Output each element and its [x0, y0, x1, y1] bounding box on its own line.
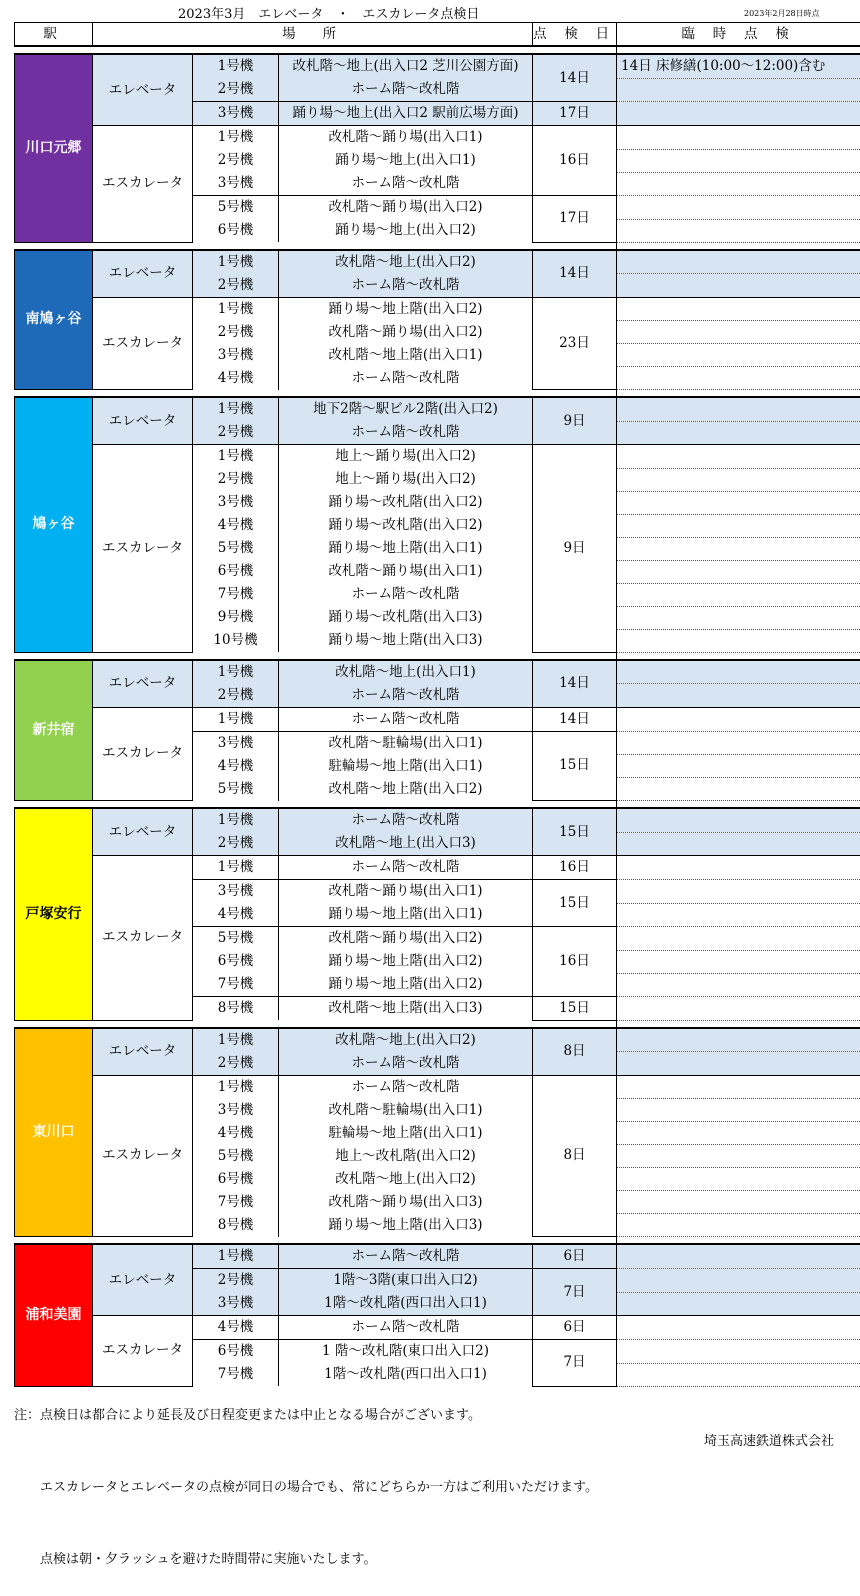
- unit-number: 4号機: [193, 367, 279, 390]
- location: ホーム階～改札階: [279, 1316, 533, 1340]
- station-name: 鳩ヶ谷: [15, 397, 93, 652]
- schedule-row: [15, 54, 860, 78]
- location: 改札階～地上(出入口2 芝川公園方面): [279, 54, 533, 78]
- location: ホーム階～改札階: [279, 367, 533, 390]
- extra-inspection: [617, 684, 860, 708]
- extra-inspection: [617, 1145, 860, 1168]
- header-row: [15, 23, 860, 47]
- location: 1階～改札階(西口出入口1): [279, 1292, 533, 1316]
- unit-number: 1号機: [193, 808, 279, 832]
- inspection-day: 9日: [533, 445, 617, 653]
- unit-number: 2号機: [193, 321, 279, 344]
- unit-number: 3号機: [193, 1292, 279, 1316]
- schedule-row: [15, 250, 860, 274]
- unit-number: 1号機: [193, 297, 279, 321]
- location: 改札階～駐輪場(出入口1): [279, 731, 533, 755]
- extra-inspection: [617, 1099, 860, 1122]
- extra-inspection: [617, 927, 860, 951]
- location: ホーム階～改札階: [279, 1244, 533, 1269]
- unit-number: 3号機: [193, 344, 279, 367]
- extra-inspection: 14日 床修繕(10:00～12:00)含む: [617, 54, 860, 78]
- extra-inspection: [617, 950, 860, 973]
- unit-number: 7号機: [193, 973, 279, 997]
- spacer-cell: [617, 652, 860, 660]
- extra-inspection: [617, 1340, 860, 1364]
- location: ホーム階～改札階: [279, 78, 533, 102]
- location: 踊り場～地上階(出入口3): [279, 1214, 533, 1237]
- header-extra: 臨 時 点 検: [617, 23, 860, 47]
- extra-inspection: [617, 560, 860, 583]
- extra-inspection: [617, 1191, 860, 1214]
- unit-number: 3号機: [193, 491, 279, 514]
- unit-number: 7号機: [193, 1363, 279, 1386]
- extra-inspection: [617, 1075, 860, 1099]
- inspection-day: 16日: [533, 856, 617, 880]
- inspection-day: 8日: [533, 1028, 617, 1076]
- schedule-row: [15, 856, 860, 880]
- extra-inspection: [617, 537, 860, 560]
- unit-number: 2号機: [193, 78, 279, 102]
- inspection-day: 7日: [533, 1269, 617, 1316]
- location: 改札階～踊り場(出入口2): [279, 196, 533, 220]
- extra-inspection: [617, 973, 860, 997]
- spacer-cell: [617, 390, 860, 398]
- schedule-row: [15, 808, 860, 832]
- inspection-day: 8日: [533, 1075, 617, 1237]
- extra-inspection: [617, 1214, 860, 1237]
- location: 踊り場～地上階(出入口1): [279, 537, 533, 560]
- station-name: 戸塚安行: [15, 808, 93, 1020]
- note-line: エスカレータとエレベータの点検が同日の場合でも、常にどちらか一方はご利用いただけます。: [14, 1476, 598, 1500]
- location: 改札階～地上階(出入口2): [279, 778, 533, 801]
- schedule-row: [15, 126, 860, 150]
- spacer-cell: [617, 1020, 860, 1028]
- location: 1 階～改札階(東口出入口2): [279, 1340, 533, 1364]
- extra-inspection: [617, 421, 860, 445]
- extra-inspection: [617, 606, 860, 629]
- page-title: 2023年3月 エレベータ ・ エスカレータ点検日: [178, 3, 479, 22]
- extra-inspection: [617, 172, 860, 196]
- location: 改札階～駐輪場(出入口1): [279, 1099, 533, 1122]
- spacer-cell: [15, 390, 617, 398]
- extra-inspection: [617, 1244, 860, 1269]
- unit-number: 1号機: [193, 660, 279, 684]
- extra-inspection: [617, 903, 860, 927]
- extra-inspection: [617, 126, 860, 150]
- location: 踊り場～改札階(出入口2): [279, 491, 533, 514]
- unit-number: 1号機: [193, 250, 279, 274]
- spacer-cell: [15, 652, 617, 660]
- inspection-day: 15日: [533, 731, 617, 801]
- inspection-day: 17日: [533, 196, 617, 243]
- location: 地下2階～駅ビル2階(出入口2): [279, 397, 533, 421]
- extra-inspection: [617, 78, 860, 102]
- equipment-type: エレベータ: [93, 250, 193, 298]
- location: ホーム階～改札階: [279, 856, 533, 880]
- spacer-row: [15, 46, 860, 54]
- unit-number: 4号機: [193, 903, 279, 927]
- schedule-row: [15, 297, 860, 321]
- extra-inspection: [617, 219, 860, 242]
- company-name: 埼玉高速鉄道株式会社: [704, 1430, 834, 1449]
- location: ホーム階～改札階: [279, 1075, 533, 1099]
- inspection-day: 14日: [533, 250, 617, 298]
- note-line: 点検は朝・夕ラッシュを避けた時間帯に実施いたします。: [14, 1548, 598, 1572]
- location: 改札階～地上(出入口2): [279, 1028, 533, 1052]
- extra-inspection: [617, 880, 860, 904]
- station-name: 川口元郷: [15, 54, 93, 242]
- unit-number: 1号機: [193, 445, 279, 469]
- inspection-day: 15日: [533, 808, 617, 856]
- spacer-cell: [15, 1237, 617, 1245]
- location: 改札階～踊り場(出入口3): [279, 1191, 533, 1214]
- unit-number: 2号機: [193, 421, 279, 445]
- header-station: 駅: [15, 23, 93, 47]
- equipment-type: エレベータ: [93, 808, 193, 856]
- unit-number: 1号機: [193, 54, 279, 78]
- unit-number: 2号機: [193, 1269, 279, 1293]
- schedule-row: [15, 1244, 860, 1269]
- location: 改札階～地上(出入口3): [279, 832, 533, 856]
- unit-number: 3号機: [193, 1099, 279, 1122]
- extra-inspection: [617, 1269, 860, 1293]
- inspection-day: 7日: [533, 1340, 617, 1387]
- unit-number: 6号機: [193, 950, 279, 973]
- location: 改札階～踊り場(出入口1): [279, 560, 533, 583]
- unit-number: 2号機: [193, 684, 279, 708]
- unit-number: 8号機: [193, 1214, 279, 1237]
- schedule-row: [15, 1028, 860, 1052]
- schedule-row: [15, 1316, 860, 1340]
- extra-inspection: [617, 778, 860, 801]
- location: ホーム階～改札階: [279, 583, 533, 606]
- location: 改札階～踊り場(出入口1): [279, 126, 533, 150]
- unit-number: 5号機: [193, 778, 279, 801]
- schedule-body: [15, 23, 860, 1387]
- unit-number: 4号機: [193, 514, 279, 537]
- unit-number: 5号機: [193, 537, 279, 560]
- extra-inspection: [617, 445, 860, 469]
- extra-inspection: [617, 149, 860, 172]
- unit-number: 1号機: [193, 1075, 279, 1099]
- header-day: 点 検 日: [533, 23, 617, 47]
- extra-inspection: [617, 321, 860, 344]
- spacer-cell: [15, 46, 617, 54]
- spacer-row: [15, 242, 860, 250]
- unit-number: 4号機: [193, 755, 279, 778]
- schedule-row: [15, 1075, 860, 1099]
- extra-inspection: [617, 514, 860, 537]
- location: 改札階～地上(出入口2): [279, 250, 533, 274]
- extra-inspection: [617, 250, 860, 274]
- location: 1階～3階(東口出入口2): [279, 1269, 533, 1293]
- location: 踊り場～地上(出入口2 駅前広場方面): [279, 102, 533, 126]
- unit-number: 6号機: [193, 219, 279, 242]
- extra-inspection: [617, 397, 860, 421]
- extra-inspection: [617, 997, 860, 1021]
- unit-number: 7号機: [193, 1191, 279, 1214]
- schedule-row: [15, 445, 860, 469]
- extra-inspection: [617, 660, 860, 684]
- extra-inspection: [617, 731, 860, 755]
- station-name: 新井宿: [15, 660, 93, 801]
- extra-inspection: [617, 1122, 860, 1145]
- location: 改札階～地上階(出入口3): [279, 997, 533, 1021]
- equipment-type: エレベータ: [93, 1028, 193, 1076]
- spacer-cell: [15, 242, 617, 250]
- inspection-day: 16日: [533, 927, 617, 997]
- equipment-type: エスカレータ: [93, 1075, 193, 1237]
- inspection-day: 14日: [533, 660, 617, 708]
- unit-number: 1号機: [193, 1244, 279, 1269]
- location: 駐輪場～地上階(出入口1): [279, 1122, 533, 1145]
- extra-inspection: [617, 1292, 860, 1316]
- location: 踊り場～地上(出入口1): [279, 149, 533, 172]
- extra-inspection: [617, 367, 860, 390]
- location: 地上～踊り場(出入口2): [279, 468, 533, 491]
- unit-number: 3号機: [193, 172, 279, 196]
- unit-number: 6号機: [193, 1168, 279, 1191]
- spacer-cell: [617, 46, 860, 54]
- unit-number: 6号機: [193, 560, 279, 583]
- inspection-day: 14日: [533, 707, 617, 731]
- spacer-row: [15, 1020, 860, 1028]
- location: 地上～改札階(出入口2): [279, 1145, 533, 1168]
- location: 踊り場～地上階(出入口1): [279, 903, 533, 927]
- inspection-day: 6日: [533, 1316, 617, 1340]
- spacer-cell: [617, 242, 860, 250]
- location: 踊り場～地上(出入口2): [279, 219, 533, 242]
- extra-inspection: [617, 832, 860, 856]
- unit-number: 4号機: [193, 1316, 279, 1340]
- inspection-day: 14日: [533, 54, 617, 102]
- unit-number: 3号機: [193, 102, 279, 126]
- station-name: 南鳩ヶ谷: [15, 250, 93, 390]
- extra-inspection: [617, 196, 860, 220]
- extra-inspection: [617, 1052, 860, 1076]
- extra-inspection: [617, 583, 860, 606]
- location: ホーム階～改札階: [279, 1052, 533, 1076]
- spacer-cell: [617, 801, 860, 809]
- equipment-type: エスカレータ: [93, 1316, 193, 1387]
- unit-number: 10号機: [193, 629, 279, 652]
- inspection-day: 9日: [533, 397, 617, 445]
- equipment-type: エレベータ: [93, 1244, 193, 1316]
- location: 改札階～地上(出入口2): [279, 1168, 533, 1191]
- unit-number: 2号機: [193, 1052, 279, 1076]
- extra-inspection: [617, 755, 860, 778]
- unit-number: 5号機: [193, 1145, 279, 1168]
- location: 改札階～踊り場(出入口2): [279, 927, 533, 951]
- header-place: 場 所: [93, 23, 533, 47]
- equipment-type: エレベータ: [93, 397, 193, 445]
- extra-inspection: [617, 344, 860, 367]
- location: 踊り場～地上階(出入口2): [279, 973, 533, 997]
- unit-number: 3号機: [193, 731, 279, 755]
- date-note: 2023年2月28日時点: [744, 8, 820, 19]
- location: 1階～改札階(西口出入口1): [279, 1363, 533, 1386]
- unit-number: 1号機: [193, 856, 279, 880]
- extra-inspection: [617, 707, 860, 731]
- equipment-type: エレベータ: [93, 54, 193, 126]
- unit-number: 2号機: [193, 832, 279, 856]
- extra-inspection: [617, 102, 860, 126]
- inspection-day: 15日: [533, 880, 617, 927]
- extra-inspection: [617, 274, 860, 298]
- unit-number: 7号機: [193, 583, 279, 606]
- inspection-day: 23日: [533, 297, 617, 390]
- location: ホーム階～改札階: [279, 684, 533, 708]
- unit-number: 2号機: [193, 468, 279, 491]
- extra-inspection: [617, 1028, 860, 1052]
- spacer-cell: [617, 1237, 860, 1245]
- inspection-day: 15日: [533, 997, 617, 1021]
- extra-inspection: [617, 297, 860, 321]
- location: ホーム階～改札階: [279, 421, 533, 445]
- location: ホーム階～改札階: [279, 172, 533, 196]
- location: 改札階～踊り場(出入口2): [279, 321, 533, 344]
- unit-number: 3号機: [193, 880, 279, 904]
- unit-number: 2号機: [193, 274, 279, 298]
- unit-number: 5号機: [193, 196, 279, 220]
- equipment-type: エスカレータ: [93, 445, 193, 653]
- equipment-type: エスカレータ: [93, 707, 193, 801]
- location: 改札階～踊り場(出入口1): [279, 880, 533, 904]
- location: ホーム階～改札階: [279, 707, 533, 731]
- schedule-table: [14, 22, 860, 1387]
- extra-inspection: [617, 856, 860, 880]
- equipment-type: エレベータ: [93, 660, 193, 708]
- location: 駐輪場～地上階(出入口1): [279, 755, 533, 778]
- inspection-day: 17日: [533, 102, 617, 126]
- unit-number: 4号機: [193, 1122, 279, 1145]
- unit-number: 5号機: [193, 927, 279, 951]
- unit-number: 1号機: [193, 1028, 279, 1052]
- location: 改札階～地上(出入口1): [279, 660, 533, 684]
- unit-number: 8号機: [193, 997, 279, 1021]
- extra-inspection: [617, 1168, 860, 1191]
- unit-number: 2号機: [193, 149, 279, 172]
- inspection-day: 16日: [533, 126, 617, 196]
- extra-inspection: [617, 808, 860, 832]
- spacer-cell: [15, 1020, 617, 1028]
- unit-number: 6号機: [193, 1340, 279, 1364]
- location: 踊り場～地上階(出入口3): [279, 629, 533, 652]
- schedule-row: [15, 707, 860, 731]
- equipment-type: エスカレータ: [93, 126, 193, 243]
- location: 改札階～地上階(出入口1): [279, 344, 533, 367]
- location: ホーム階～改札階: [279, 274, 533, 298]
- location: 踊り場～改札階(出入口2): [279, 514, 533, 537]
- extra-inspection: [617, 1363, 860, 1386]
- schedule-row: [15, 397, 860, 421]
- inspection-day: 6日: [533, 1244, 617, 1269]
- spacer-row: [15, 801, 860, 809]
- unit-number: 1号機: [193, 397, 279, 421]
- equipment-type: エスカレータ: [93, 297, 193, 390]
- spacer-cell: [15, 801, 617, 809]
- location: 地上～踊り場(出入口2): [279, 445, 533, 469]
- extra-inspection: [617, 629, 860, 652]
- location: 踊り場～地上階(出入口2): [279, 297, 533, 321]
- location: ホーム階～改札階: [279, 808, 533, 832]
- equipment-type: エスカレータ: [93, 856, 193, 1021]
- title-bar: [14, 2, 860, 22]
- footnotes: [14, 1356, 598, 1596]
- unit-number: 1号機: [193, 126, 279, 150]
- extra-inspection: [617, 1316, 860, 1340]
- station-name: 東川口: [15, 1028, 93, 1237]
- location: 踊り場～地上階(出入口2): [279, 950, 533, 973]
- spacer-row: [15, 390, 860, 398]
- station-name: 浦和美園: [15, 1244, 93, 1386]
- extra-inspection: [617, 491, 860, 514]
- unit-number: 9号機: [193, 606, 279, 629]
- extra-inspection: [617, 468, 860, 491]
- location: 踊り場～改札階(出入口3): [279, 606, 533, 629]
- unit-number: 1号機: [193, 707, 279, 731]
- spacer-row: [15, 1237, 860, 1245]
- spacer-row: [15, 652, 860, 660]
- note-line: 注：点検日は都合により延長及び日程変更または中止となる場合がございます。: [14, 1404, 598, 1428]
- schedule-row: [15, 660, 860, 684]
